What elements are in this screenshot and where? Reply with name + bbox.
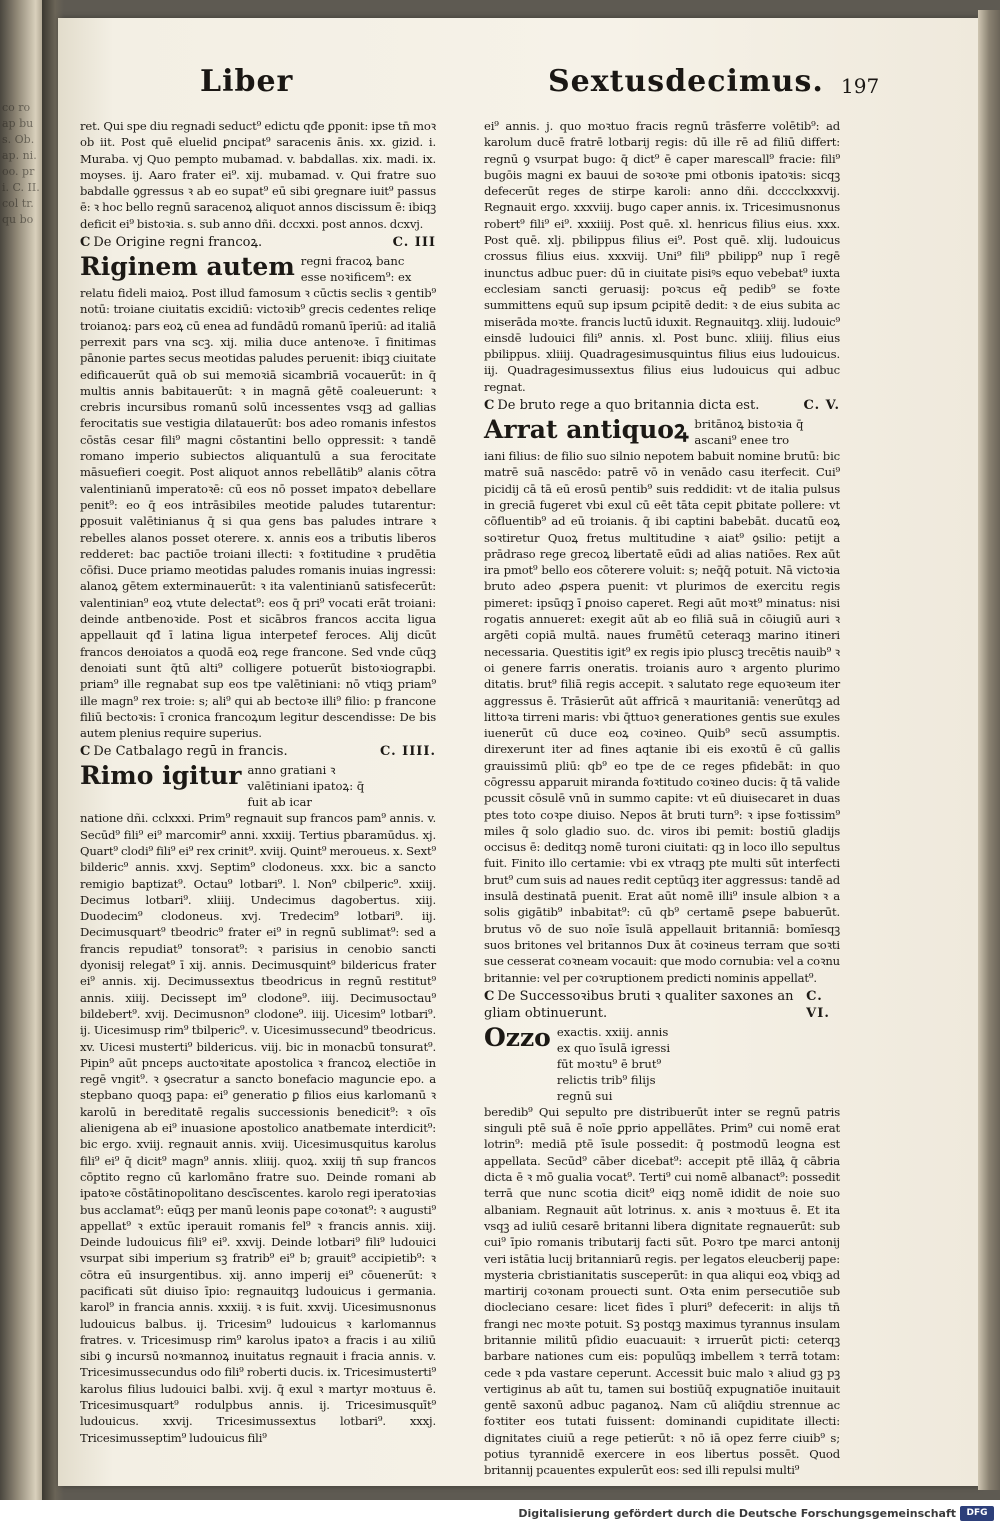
right-page-edge (978, 10, 1000, 1490)
incipit-tail: exactis. xxiij. annis ex quo īsulā igressi fūt moꝛtu⁹ ē brut⁹ relictis trib⁹ filijs regnū sui (556, 1024, 671, 1103)
incipit-block (80, 253, 436, 285)
left-edge-fragment: co ro ap bus. Ob. ap. ni. oo. pri. C. II. col tr. qu bo (2, 101, 40, 226)
pilcrow-icon: C (80, 744, 91, 760)
incipit-tail: regni fracoꝝ banc esse noꝛificem⁹: ex (300, 254, 412, 285)
incipit-display-text: Riginem autem (80, 252, 295, 282)
funding-credit: Digitalisierung gefördert durch die Deutsche Forschungsgemeinschaft (518, 1507, 956, 1520)
footer-bar (0, 1500, 1000, 1528)
left-text-column (80, 118, 436, 1446)
chapter-body: beredib⁹ Qui sepulto pre distribuerūt inter se regnū patris singuli ptē suā ē noīe ꝑprio appellātes. Prim⁹ cui nomē erat lotrin⁹: mediā ptē īsule possedit: q̄ postmodū leogna est appellata. Secūd⁹ cāber dicebat⁹: accepit ptē illāꝝ q̄ cābria dicta ē ꝛ mō gualia vocat⁹. Terti⁹ cui nomē albanact⁹: possedit terrā que nunc scotia dicit⁹ eiqꝫ nomē ididit de noie suo albaniam. Regnauit aūt lotrinus. x. anis ꝛ moꝛtuus ē. Et ita vsqꝫ ad iuliū cesarē britanni libera dignitate regnauerūt: sub cui⁹ īpio romanis tributarij facti sūt. Poꝛro tpe marci antonij veri istātia lucij britanniarū regis. per legatos eleucberij pape: mysteria cbristianitatis susceperūt: in qua aliqui eoꝝ vbiqꝫ ad martirij coꝛonam prouecti sunt. Oꝛta enim persecutiōe sub diocleciano cesare: licet fides ī pluri⁹ defecerit: in alijs tn̄ frangi nec moꝛte potuit. Sꝫ postqꝫ maximus tyrannus insulam britannie militū pſidio euacuauit: ꝛ irruerūt picti: ceterqꝫ barbare nationes cum eis: populūqꝫ imbellem ꝛ terrā totam: cede ꝛ pda vastare ceperunt. Accessit buic malo ꝛ aliud gꝫ pꝫ vertiginus ab aūt tu, tamen sui bostiūq̄ expugnatiōe inuitauit gentē saxonū adbuc paganoꝝ. Nam cū aliq̄diu strennue ac foꝛtiter eos tutati fuissent: dominandi cupiditate illecti: dignitates ciuiū a rege petierūt: ꝛ nō iā opez ferre ciuib⁹ s; potius tyrannidē exercere in eos libertus possēt. Quod britannij pcauentes expulerūt eos: sed illi repulsi multi⁹ (484, 1104, 840, 1478)
chapter-heading (484, 397, 840, 414)
right-text-column (484, 118, 840, 1479)
right-opening-paragraph: ei⁹ annis. j. quo moꝛtuo fracis regnū trāsferre volētib⁹: ad karolum ducē fratrē lotbarij regis: dū ille rē ad filiū differt: regnū ꝯ vsurpat bugo: q̄ dict⁹ ē caper marescall⁹ fracie: fili⁹ bugōis magni ex bauui de soꝛoꝛe pmi otbonis ipatoꝛis: sicqꝫ defecerūt reges de stirpe karoli: anno dñi. dcccclxxxvij. Regnauit ergo. xxxviij. bugo caper annis. ix. Tricesimusnonus robert⁹ fili⁹ ei⁹. xxxiiij. Post quē. xl. henricus filius eius. xxx. Post quē. xlj. pbilippus filius ei⁹. Post quē. xlij. ludouicus crossus filius eius. xxxviij. Uni⁹ fili⁹ pbilipp⁹ nup ī regē inunctus adbuc puer: dū in ciuitate pisiꝰs equo vebebat⁹ iuxta ecclesiam sancti geruasij: poꝛcus eq̄ pedib⁹ se foꝛte summittens equū sup ipsum ꝑcipitē dedit: ꝛ de eius subita ac miserāda moꝛte. francis luctū iduxit. Regnauitqꝫ. xliij. ludouic⁹ einsdē ludouici fili⁹ annis. xl. Post bunc. xliiij. filius eius pbilippus. xliiij. Quadragesimusquintus filius eius ludouicus. iij. Quadragesimussextus filius eius ludouicus qui adbuc regnat. (484, 119, 840, 394)
incipit-tail: britānoꝝ bistoꝛia q̄ ascani⁹ enee tro (694, 417, 804, 448)
incipit-display-text: Ozzo (484, 1022, 551, 1052)
chapter-rubric: De Successoꝛibus bruti ꝛ qualiter saxones an gliam obtinuerunt. (484, 988, 794, 1021)
book-page (58, 18, 978, 1486)
chapter-body: relatu fideli maioꝝ. Post illud famosum ꝛ cūctis seclis ꝛ gentib⁹ notū: troiane ciuitatis excidiū: victoꝛib⁹ grecis cedentes reliqe troianoꝝ: pars eoꝝ cū enea ad fundādū romanū īperiū: ad italiā perrexit pars vna scꝫ. xij. milia duce antenoꝛe. ī finitimas pānonie partes secus meotidas paludes peruenit: ibiqꝫ ciuitate edificauerūt quā ob sui memoꝛiā sicambriā vocauerūt: in q̄ multis annis babitauerūt: ꝛ in magnā gētē coaleuerunt: ꝛ crebris incursibus romanū solū incessentes vsqꝫ ad gallias ferocitatis sue vestigia dilatauerūt: bos adeo romanis infestos cōstās cesar fili⁹ magni cōstantini bello oppressit: ꝛ tandē romano imperio subiectos aliquantulū a sua ferocitate māsuefieri coegit. Post aliquot annos rebellātib⁹ alanis cōtra valentinianū imperatoꝛē: cū eos nō posset impatoꝛ debellare penit⁹: eo q̄ eos intrāsibiles meotide paludes tutarentur: ꝑposuit valētinianus q̄ si qua gens bas paludes intrare ꝛ rebelles alanos posset oterere. x. annis eos a tributis liberos redderet: bac pactiōe troiani illecti: ꝛ foꝛtitudine ꝛ prudētia cōfisi. Duce priamo meotidas paludes romanis inuias ingressi: alanoꝝ gētem exterminauerūt: ꝛ ita valentinianū satisfecerūt: valentinian⁹ eoꝝ vtute delectat⁹: eos q̄ pri⁹ vocati erāt troiani: deinde antbenoꝛide. Post et sicābros francos accita ligua appellauit qđ ī latina ligua interpetef feroces. Alij dicūt francos deноiatos a quodā eoꝝ rege francone. Sed vnde cūqꝫ denoiati sunt q̄tū alti⁹ colligere potuerūt bistoꝛiograpbi. priam⁹ ille regnabat sup eos tpe valētiniani: nō vtiqꝫ priam⁹ ille magn⁹ rex troie: s; ali⁹ qui ab bectoꝛe illi⁹ filio: p francone filiū bectoꝛis: ī cronica francoꝝum legitur descendisse: De bis autem plenius require superius. (80, 286, 436, 741)
incipit-block (484, 416, 840, 448)
chapter-rubric: De Origine regni francoꝝ. (93, 235, 263, 251)
chapter-number: C. V. (803, 398, 840, 414)
running-head-right: Sextusdecimus. (548, 64, 824, 99)
chapter-number: C. IIII. (379, 744, 436, 760)
pilcrow-icon: C (484, 988, 495, 1004)
incipit-block (484, 1024, 840, 1104)
chapter-body: iani filius: de filio suo silnio nepotem babuit nomine brutū: bic matrē suā nascēdo: patrē vō in venādo casu iterfecit. Cui⁹ picidij cā tā eū erosū pentib⁹ suis reddidit: vt de italia pulsus in greciā fugeret vbi exul cū eēt tāta cepit ꝑbitate pollere: vt cōfluentib⁹ ad eū troianis. q̄ ibi captini babebāt. ducatū eoꝝ soꝛtiretur Quoꝝ fretus multitudine ꝛ aiat⁹ ꝯsilio: petijt a prādraso rege grecoꝝ libertatē eūdi ad alias natiōes. Rex aūt ira pmot⁹ bello eos cōterere voluit: s; neq̄q̄ potuit. Nā victoꝛia bruto adeo ꝓspera puenit: vt plurimos de exercitu regis pimeret: ipsūqꝫ ī ꝑnoiso caperet. Regi aūt moꝛt⁹ minatus: nisi rogatis annueret: exegit aūt ab eo filiā suā in cōiugiū auri ꝛ argēti copiā multā. naues frumētū ceteraqꝫ marino itineri necessaria. Questitis igit⁹ ex regis ipio pluscꝫ trecētis nauib⁹ ꝛ oi genere farris oneratis. troianis auro ꝛ argento plurimo ditatis. brut⁹ filiā regis accepit. ꝛ salutato rege equoꝛeum iter aggressus ē. Trāsierūt aūt affricā ꝛ mauritaniā: venerūtqꝫ ad littoꝛa tirreni maris: vbi q̄ttuoꝛ generationes gentis sue exules iuenerūt cū duce eoꝝ coꝛineo. Quib⁹ secū assumptis. direxerunt iter ad fines aqtanie ibi eis exoꝛtū ē cū gallis grauissimū pliū: qb⁹ eo tpe de ce reges pfidebāt: in quo cōgressu apparuit miranda foꝛtitudo coꝛineo ducis: q̄ tā valide pcussit cōsulē vnū in summo capite: vt eū diuisecaret in duas ptes toto coꝛpe diuiso. Nepos āt bruti turn⁹: ꝛ ipse foꝛtissim⁹ miles q̄ solo gladio suo. dc. viros ibi pemit: bostiū gladijs occisus ē: deditqꝫ nomē turoni ciuitati: qꝫ in loco illo sepultus fuit. Finito illo certamie: vbi ex vtraqꝫ pte multi sūt interfecti brut⁹ cum suis ad naues redit ceptūqꝫ iter aggressus: tandē ad insulā destinatā puenit. Erat aūt nomē illi⁹ insule albion ꝛ a solis gigātib⁹ inbabitat⁹: cū qb⁹ certamē ꝑsepe babuerūt. brutus vō de suo noīe īsulā appellauit britanniā: bomīesqꝫ suos britones vel britannos Dux āt coꝛineus terram que soꝛti sue cesserat coꝛneam vocauit: que modo cornubia: vel a coꝛnu britannie: vel per coꝛruptionem predicti nominis appellat⁹. (484, 449, 840, 985)
left-page-edge (0, 0, 42, 1500)
incipit-display-text: Rimo igitur (80, 761, 242, 791)
chapter-heading (80, 234, 436, 251)
chapter-rubric: De bruto rege a quo britannia dicta est. (497, 398, 760, 414)
incipit-display-text: Arrat antiquoꝝ (484, 415, 689, 445)
pilcrow-icon: C (80, 235, 91, 251)
chapter-heading (80, 743, 436, 760)
incipit-block (80, 762, 436, 810)
chapter-rubric: De Catbalago regū in francis. (93, 744, 288, 760)
pilcrow-icon: C (484, 398, 495, 414)
folio-number: 197 (841, 74, 880, 98)
chapter-number: C. III (392, 235, 436, 251)
dfg-logo: DFG (960, 1506, 994, 1521)
left-opening-paragraph: ret. Qui spe diu regnadi seduct⁹ edictu qđe ꝑponit: ipse tn̄ moꝛ ob iit. Post quē eluelid ꝑncipat⁹ saracenis ānis. xx. gizid. i. Muraba. vj Quo pempto mubamad. v. babdallas. xix. madi. ix. moyses. ij. Aaro frater ei⁹. xij. mubamad. v. Qui fratre suo babdalle ꝯgressus ꝛ ab eo supat⁹ eū sibi ꝯregnare iuit⁹ passus ē: ꝛ hoc bello regnū saracenoꝝ aliquot annos discissum ē: ibiqꝫ deficit ei⁹ bistoꝛia. s. sub anno dñi. dccxxi. post annos. dcxvj. (80, 119, 436, 231)
chapter-body: natione dñi. cclxxxi. Prim⁹ regnauit sup francos pam⁹ annis. v. Secūd⁹ fili⁹ ei⁹ marcomir⁹ anni. xxxiij. Tertius pbaramūdus. xj. Quart⁹ clodi⁹ fili⁹ ei⁹ rex crinit⁹. xviij. Quint⁹ meroueus. x. Sext⁹ bilderic⁹ annis. xxvj. Septim⁹ clodoneus. xxx. bic a sancto remigio baptizat⁹. Octau⁹ lotbari⁹. l. Non⁹ cbilperic⁹. xxiij. Decimus lotbari⁹. xliiij. Undecimus dagobertus. xiij. Duodecim⁹ clodoneus. xvj. Tredecim⁹ lotbari⁹. iij. Decimusquart⁹ tbeodric⁹ frater ei⁹ in regnū sublimat⁹: sed a francis repudiat⁹ tonsorat⁹: ꝛ parisius in cenobio sancti dyonisij relegat⁹ ī xij. annis. Decimusquint⁹ bildericus frater ei⁹ annis. xij. Decimussextus tbeodricus in regnū restitut⁹ annis. xiiij. Decissept im⁹ clodone⁹. iiij. Decimusoctau⁹ bildebert⁹. xvij. Decimusnon⁹ clodone⁹. iiij. Uicesim⁹ lotbari⁹. ij. Uicesimusp rim⁹ tbilperic⁹. v. Uicesimussecund⁹ tbeodricus. xv. Uicesi musterti⁹ bildericus. viij. bic in monacbū tonsurat⁹. Pipin⁹ aūt pnceps auctoꝛitate apostolica ꝛ francoꝝ electiōe in regē vngit⁹. ꝛ ꝯsecratur a sancto bonefacio maguncie epo. a stepbano quoqꝫ papa: ei⁹ generatio ꝑ filios eius karlomanū ꝛ karolū in bereditatē regalis successionis benedicit⁹: ꝛ oīs alienigena ab ei⁹ inuasione apostolico anatbemate interdicit⁹: bic ergo. xviij. regnauit annis. xviij. Uicesimusquitus karolus fili⁹ ei⁹ q̄ dicit⁹ magn⁹ annis. xliiij. quoꝝ. xxiij tn̄ sup francos cōptito regno cū karlomāno fratre suo. Deinde romani ab ipatoꝛe cōstātinopolitano descīscentes. karolo regi iperatoꝛias bus acclamat⁹: eūqꝫ per manū leonis pape coꝛonat⁹: ꝛ augusti⁹ appellat⁹ ꝛ extūc iperauit romanis fel⁹ ꝛ francis annis. xiij. Deinde ludouicus fili⁹ ei⁹. xxvij. Deinde lotbari⁹ fili⁹ ludouici vsurpat sibi imperium sꝫ fratrib⁹ ei⁹ b; grauit⁹ accipietib⁹: ꝛ cōtra eū insurgentibus. xij. anno imperij ei⁹ cōuenerūt: ꝛ pacificati sūt diuiso īpio: regnauitqꝫ ludouicus i germania. karol⁹ in francia annis. xxxiij. ꝛ is fuit. xxvij. Uicesimusnonus ludouicus balbus. ij. Tricesim⁹ ludouicus ꝛ karlomannus fratres. v. Tricesimusp rim⁹ karolus ipatoꝛ a fracis i au xiliū sibi ꝯ incursū noꝛmannoꝝ inuitatus regnauit i fracia annis. v. Tricesimussecundus odo fili⁹ roberti ducis. ix. Tricesimusterti⁹ karolus filius ludouici balbi. xvij. q̄ exul ꝛ martyr moꝛtuus ē. Tricesimusquart⁹ rodulpbus annis. ij. Tricesimusquīt⁹ ludouicus. xxvij. Tricesimussextus lotbari⁹. xxxj. Tricesimusseptim⁹ ludouicus fili⁹ (80, 811, 436, 1445)
chapter-heading (484, 988, 840, 1022)
incipit-tail: anno gratiani ꝛ valētiniani ipatoꝝ: q̄ fuit ab icar (247, 763, 365, 810)
chapter-number: C. VI. (806, 988, 830, 1021)
running-head-left: Liber (200, 64, 294, 99)
